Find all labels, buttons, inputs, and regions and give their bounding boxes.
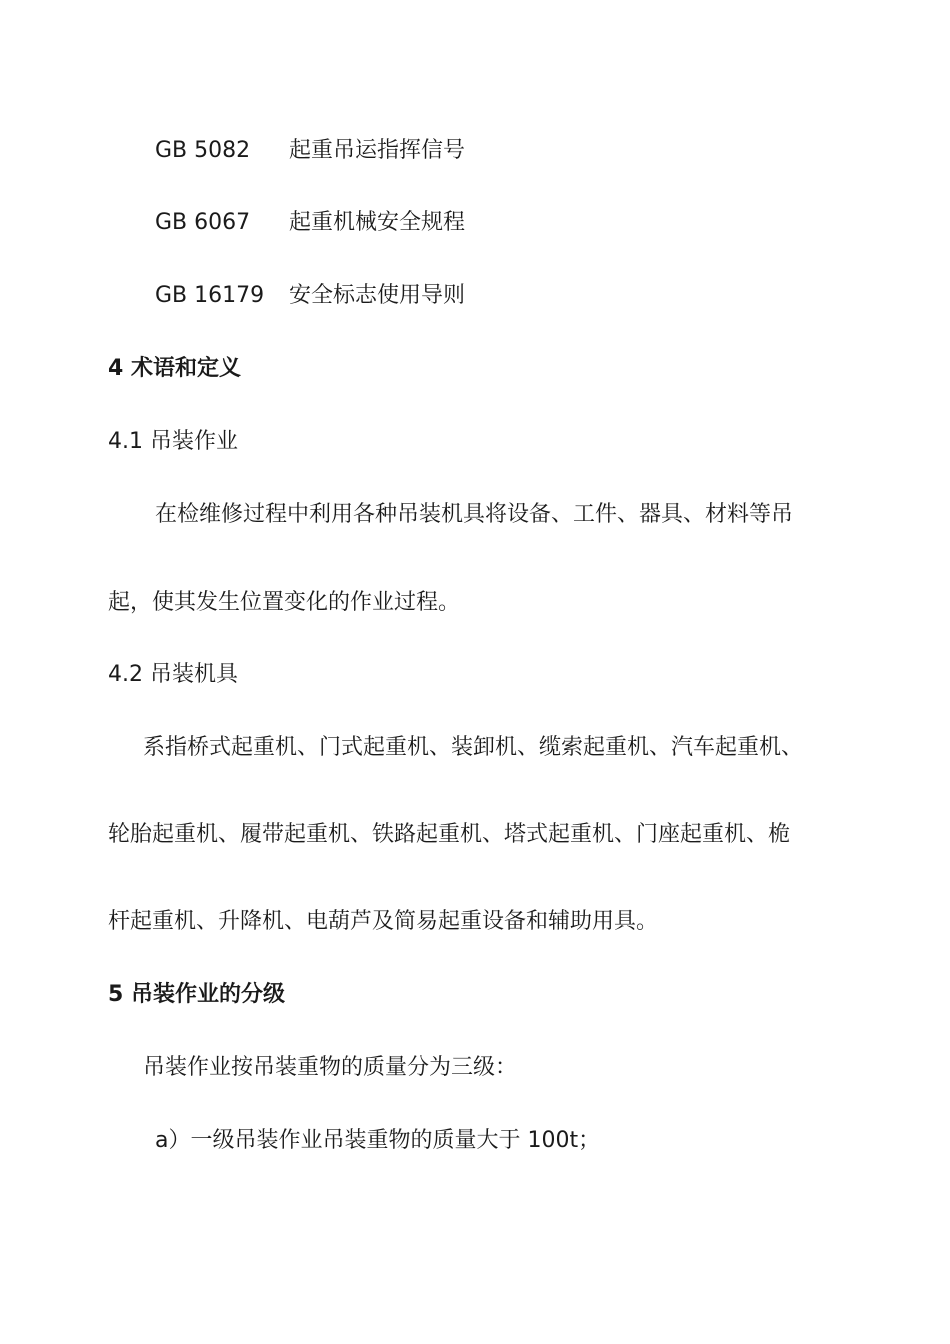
section-4-2-heading: 4.2 吊装机具 (108, 662, 238, 687)
standard-code: GB 6067 (155, 210, 251, 235)
section-4-heading: 4 术语和定义 (108, 356, 241, 381)
section-4-2-paragraph-line-3: 杆起重机、升降机、电葫芦及简易起重设备和辅助用具。 (108, 909, 659, 934)
section-5-item-a: a）一级吊装作业吊装重物的质量大于 100t； (155, 1128, 601, 1153)
standard-title: 起重吊运指挥信号 (289, 138, 466, 163)
standard-row-2 (155, 208, 465, 238)
section-4-1-paragraph-line-2: 起，使其发生位置变化的作业过程。 (108, 590, 461, 615)
section-4-1-heading: 4.1 吊装作业 (108, 429, 238, 454)
section-4-2-paragraph-line-1: 系指桥式起重机、门式起重机、装卸机、缆索起重机、汽车起重机、 (143, 735, 804, 760)
section-5-heading: 5 吊装作业的分级 (108, 982, 285, 1007)
standard-title: 起重机械安全规程 (289, 210, 466, 235)
standard-row-3 (155, 281, 465, 311)
section-5-intro: 吊装作业按吊装重物的质量分为三级： (143, 1055, 518, 1080)
standard-code: GB 5082 (155, 138, 251, 163)
section-4-2-paragraph-line-2: 轮胎起重机、履带起重机、铁路起重机、塔式起重机、门座起重机、桅 (108, 822, 791, 847)
standard-code: GB 16179 (155, 283, 265, 308)
standard-title: 安全标志使用导则 (289, 283, 466, 308)
section-4-1-paragraph-line-1: 在检维修过程中利用各种吊装机具将设备、工件、器具、材料等吊 (155, 502, 794, 527)
standard-row-1 (155, 136, 465, 166)
